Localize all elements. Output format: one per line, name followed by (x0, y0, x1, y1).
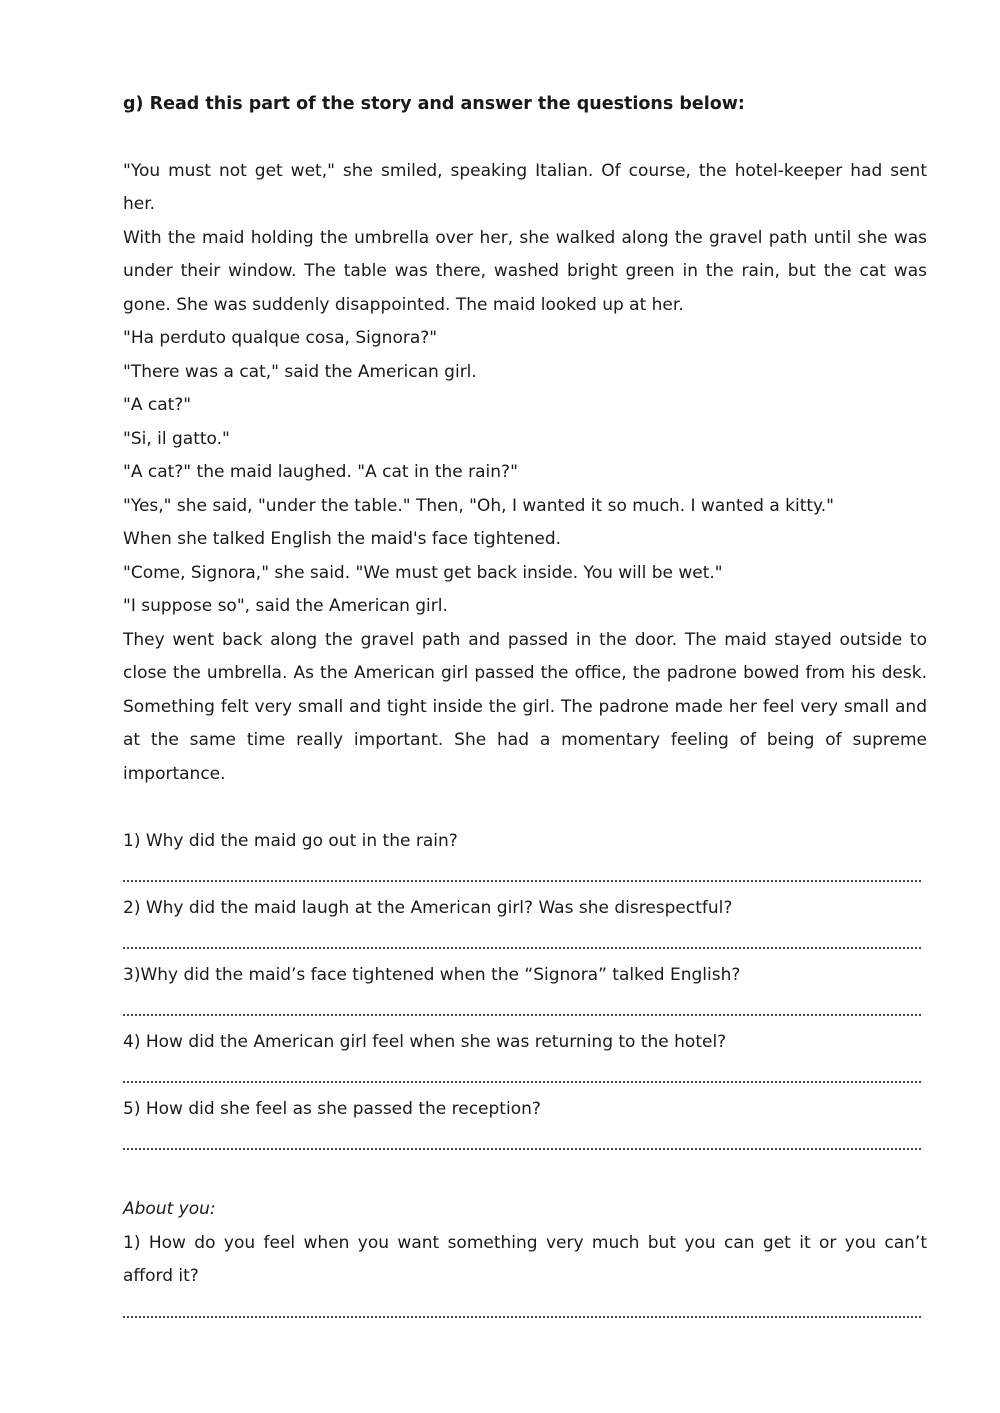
question-2: 2) Why did the maid laugh at the American girl? Was she disrespectful? (123, 897, 733, 918)
answer-line-5[interactable] (123, 1126, 927, 1160)
comprehension-questions (123, 825, 927, 1160)
answer-line-2[interactable] (123, 925, 927, 959)
story-paragraph: "A cat?" the maid laughed. "A cat in the rain?" (123, 462, 518, 482)
about-question-1: 1) How do you feel when you want something very much but you can get it or you can’t afford it? (123, 1232, 927, 1286)
story-paragraph: "There was a cat," said the American girl. (123, 361, 477, 382)
about-you-title: About you: (123, 1199, 216, 1219)
story-paragraph: "You must not get wet," she smiled, speaking Italian. Of course, the hotel-keeper had sent her. (123, 160, 927, 214)
story-paragraph: When she talked English the maid's face tightened. (123, 529, 562, 549)
exercise-heading: g) Read this part of the story and answer the questions below: (123, 94, 745, 114)
story-paragraph: "Si, il gatto." (123, 428, 230, 449)
story-paragraph: "I suppose so", said the American girl. (123, 596, 448, 616)
answer-line-1[interactable] (123, 858, 927, 892)
worksheet-page (123, 88, 927, 1327)
question-4: 4) How did the American girl feel when she was returning to the hotel? (123, 1031, 727, 1052)
story-paragraph: They went back along the gravel path and passed in the door. The maid stayed outside to close the umbrella. As the American girl passed the office, the padrone bowed from his desk. Something felt very small and tight inside the girl. The padrone made her feel very small and at the same time really important. She had a momentary feeling of being of supreme importance. (123, 629, 927, 784)
answer-line-4[interactable] (123, 1059, 927, 1093)
story-paragraph: "A cat?" (123, 395, 192, 415)
story-excerpt (123, 155, 927, 792)
question-5: 5) How did she feel as she passed the reception? (123, 1098, 541, 1119)
question-3: 3)Why did the maid’s face tightened when the “Signora” talked English? (123, 964, 741, 985)
story-paragraph: "Come, Signora," she said. "We must get back inside. You will be wet." (123, 562, 723, 583)
answer-line-3[interactable] (123, 992, 927, 1026)
about-answer-line-1[interactable] (123, 1294, 927, 1328)
question-1: 1) Why did the maid go out in the rain? (123, 830, 458, 851)
about-you-section (123, 1193, 927, 1327)
story-paragraph: With the maid holding the umbrella over her, she walked along the gravel path until she was under their window. The table was there, washed bright green in the rain, but the cat was gone. She was suddenly disappointed. The maid looked up at her. (123, 227, 927, 315)
story-paragraph: "Yes," she said, "under the table." Then, "Oh, I wanted it so much. I wanted a kitty." (123, 495, 834, 516)
story-paragraph: "Ha perduto qualque cosa, Signora?" (123, 328, 438, 348)
